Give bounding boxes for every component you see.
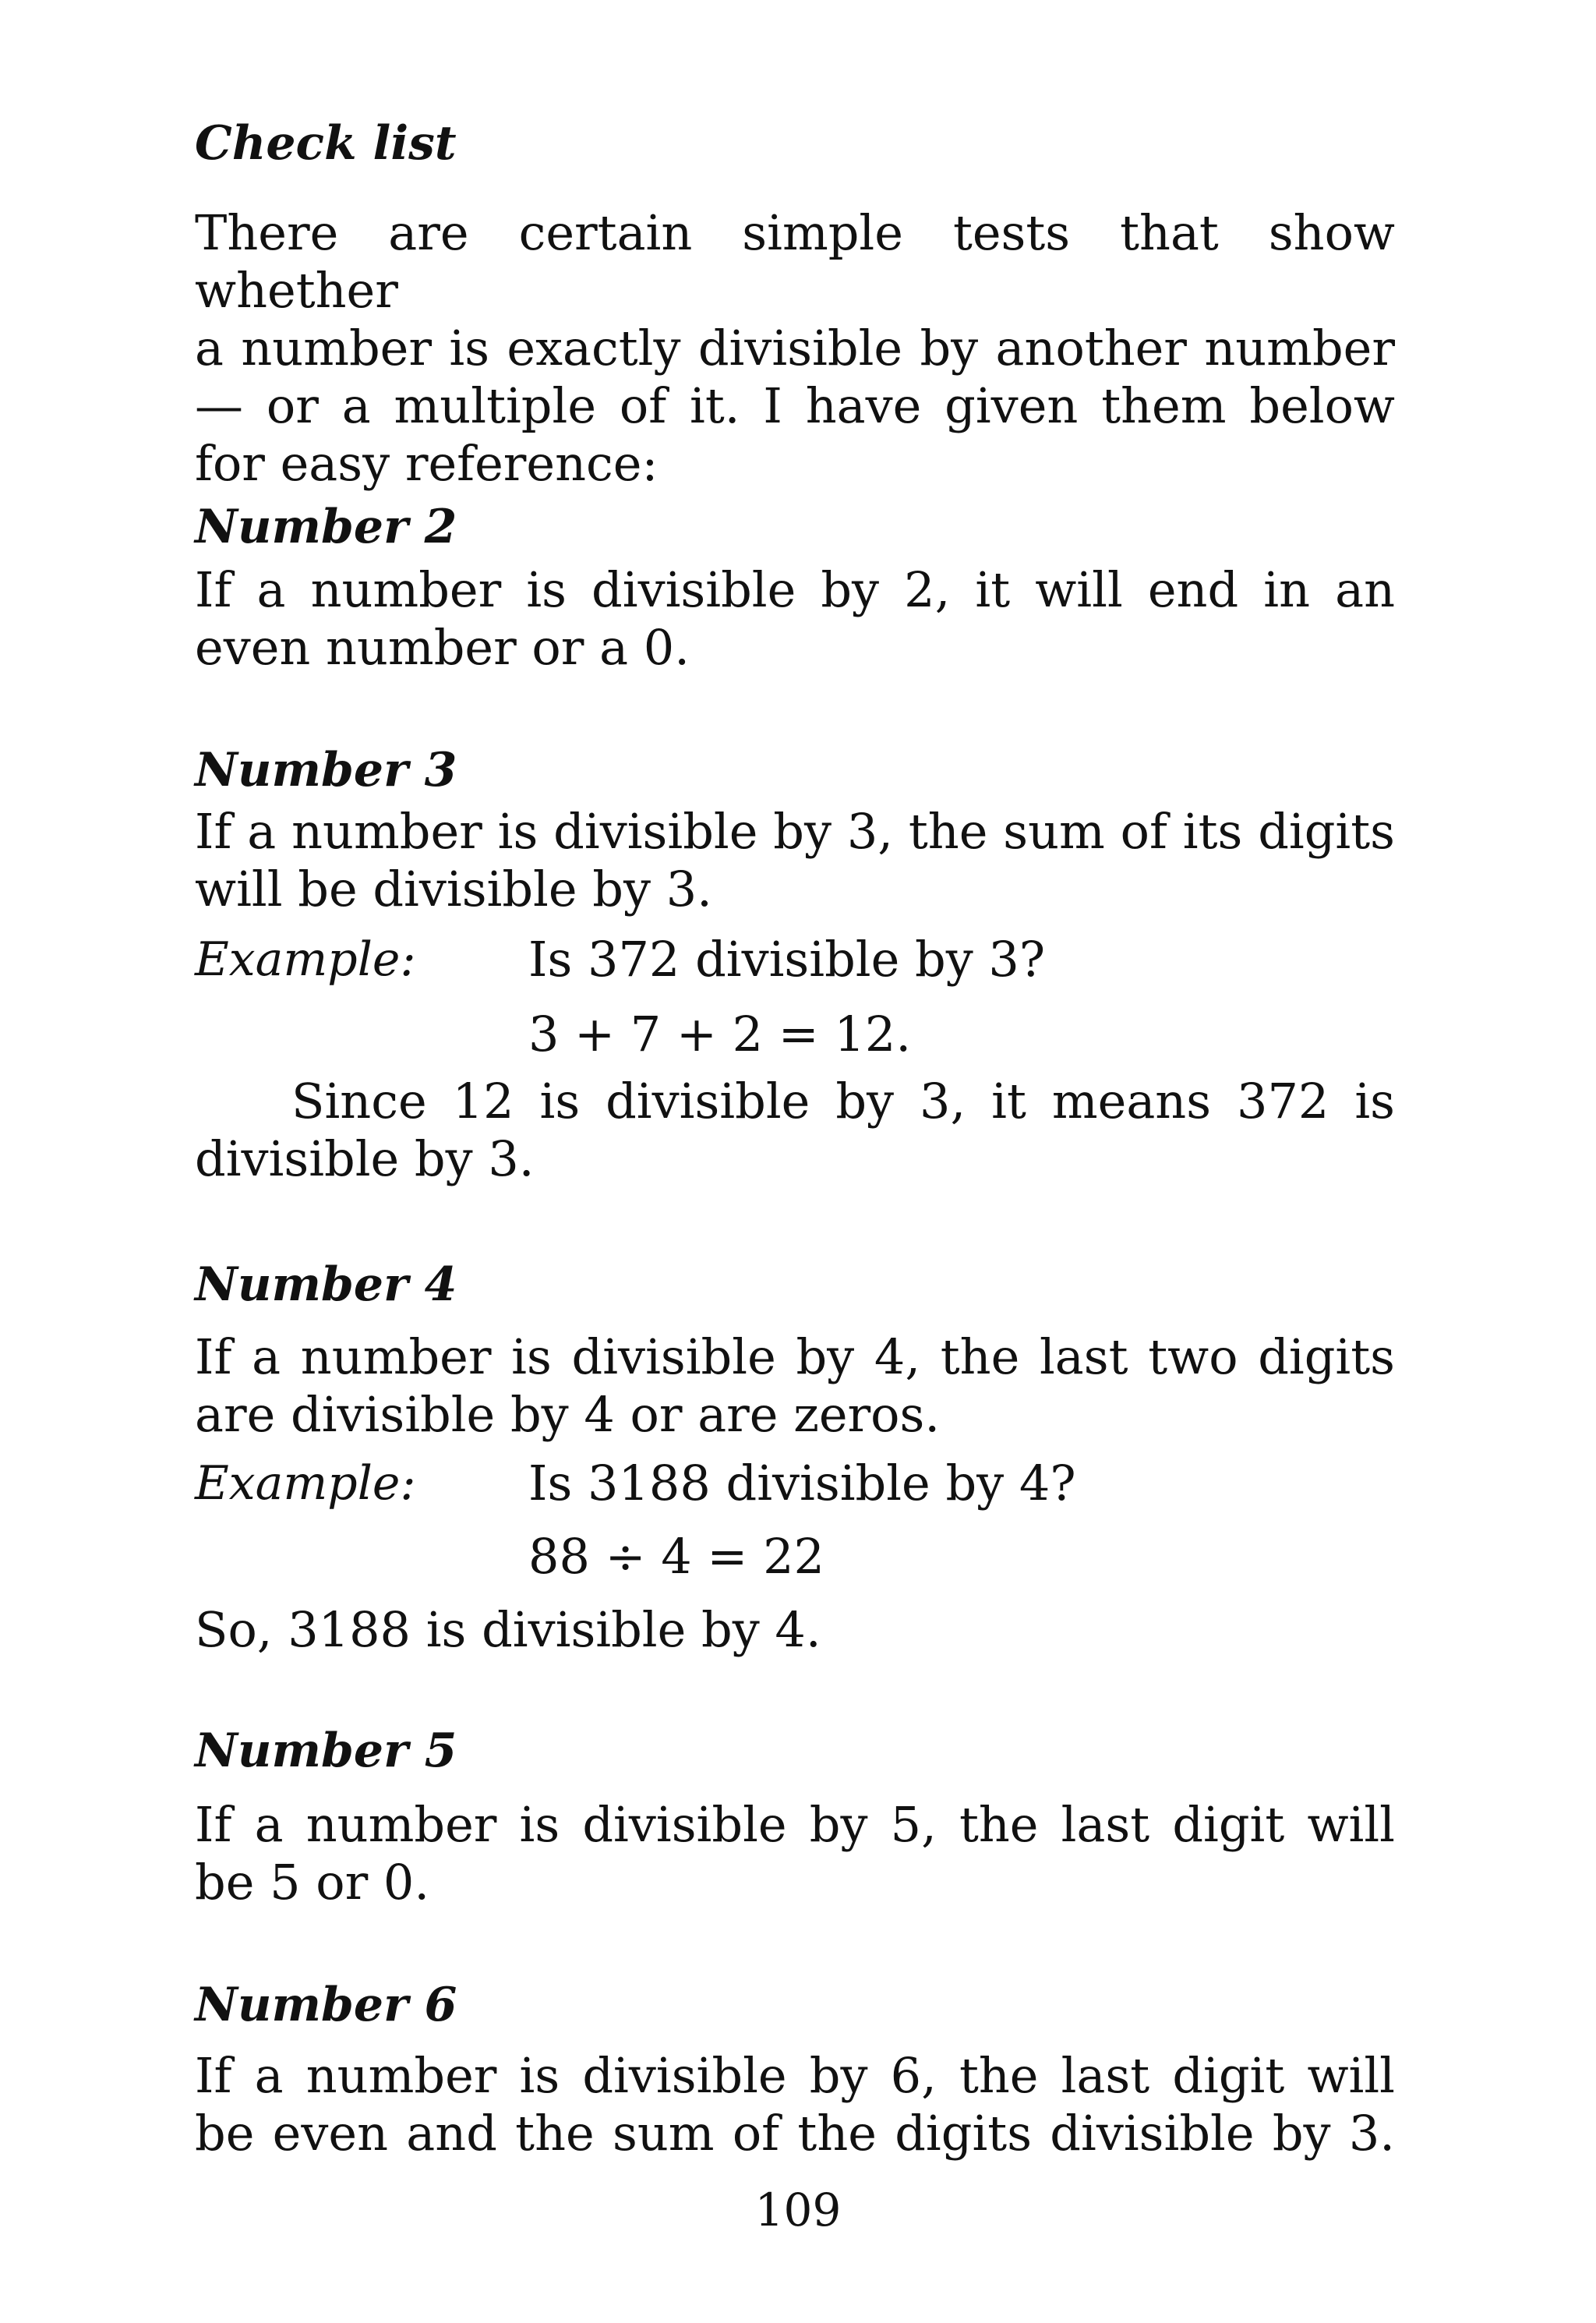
intro-paragraph — [195, 204, 1395, 493]
text-line: If a number is divisible by 2, it will end in an — [195, 561, 1395, 618]
example-line: 88 ÷ 4 = 22 — [528, 1528, 824, 1585]
example-conclusion — [195, 1073, 1395, 1188]
text-line: If a number is divisible by 5, the last digit will — [195, 1796, 1395, 1853]
example-line: Is 372 divisible by 3? — [528, 931, 1046, 988]
section-text-number-3 — [195, 803, 1395, 918]
text-line: If a number is divisible by 4, the last two digits — [195, 1328, 1395, 1385]
example-line: 3 + 7 + 2 = 12. — [528, 1006, 912, 1062]
section-text-number-6 — [195, 2047, 1395, 2162]
section-text-number-2 — [195, 561, 1395, 677]
text-line: If a number is divisible by 3, the sum of its digits — [195, 803, 1395, 860]
text-line: be even and the sum of the digits divisible by 3. — [195, 2105, 1395, 2162]
page-number: 109 — [754, 2183, 842, 2236]
text-line: divisible by 3. — [195, 1130, 535, 1187]
page-heading: Check list — [195, 116, 457, 171]
section-heading-number-6: Number 6 — [195, 1978, 457, 2032]
example-line: Is 3188 divisible by 4? — [528, 1455, 1076, 1512]
text-line: a number is exactly divisible by another number — [195, 320, 1395, 377]
example-conclusion — [195, 1601, 1395, 1659]
text-line: So, 3188 is divisible by 4. — [195, 1601, 821, 1658]
section-text-number-5 — [195, 1796, 1395, 1911]
section-heading-number-3: Number 3 — [195, 743, 457, 797]
example-label: Example: — [195, 1456, 416, 1511]
text-line: — or a multiple of it. I have given them below — [195, 377, 1395, 434]
section-heading-number-2: Number 2 — [195, 500, 457, 554]
section-text-number-4 — [195, 1328, 1395, 1444]
text-line: for easy reference: — [195, 435, 659, 492]
text-line: Since 12 is divisible by 3, it means 372 is — [291, 1073, 1395, 1130]
text-line: If a number is divisible by 6, the last digit will — [195, 2047, 1395, 2104]
text-line: There are certain simple tests that show whether — [195, 204, 1395, 319]
text-line: even number or a 0. — [195, 619, 690, 676]
section-heading-number-5: Number 5 — [195, 1724, 457, 1778]
text-line: be 5 or 0. — [195, 1854, 430, 1911]
section-heading-number-4: Number 4 — [195, 1257, 457, 1312]
text-line: will be divisible by 3. — [195, 861, 712, 918]
example-label: Example: — [195, 932, 416, 987]
text-line: are divisible by 4 or are zeros. — [195, 1386, 941, 1443]
